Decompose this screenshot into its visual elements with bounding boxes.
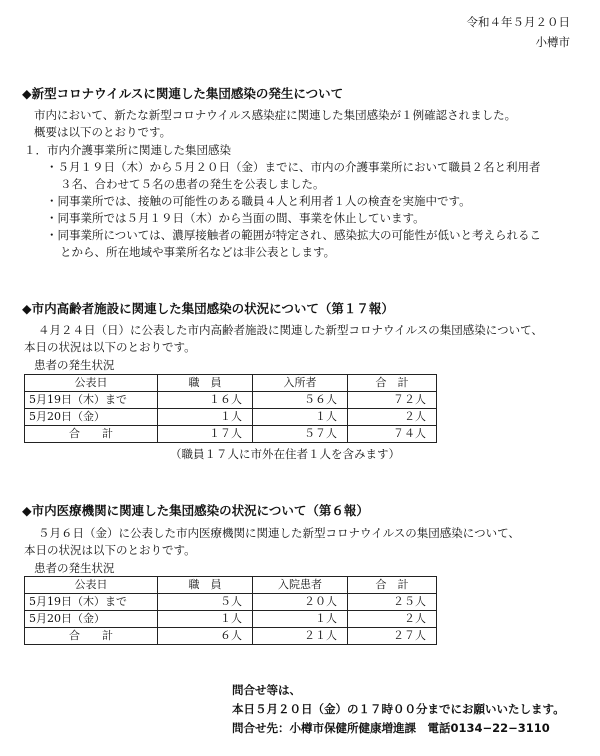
section2-table: [24, 374, 437, 443]
table-cell-total-label: 合 計: [25, 628, 158, 645]
table-cell: ７２人: [348, 392, 437, 409]
table-row: [25, 409, 437, 426]
table-cell: １人: [158, 611, 253, 628]
section2-table-note: （職員１７人に市外在住者１人を含みます）: [170, 447, 400, 461]
col-header: 公表日: [25, 577, 158, 594]
table-cell: １人: [253, 611, 348, 628]
col-header: 公表日: [25, 375, 158, 392]
table-cell: ５７人: [253, 426, 348, 443]
table-cell-total-label: 合 計: [25, 426, 158, 443]
table-cell: ２７人: [348, 628, 437, 645]
table-header-row: [25, 577, 437, 594]
contact-info: 問合せ先：小樽市保健所健康増進課 電話0134−22−3110: [232, 721, 550, 735]
table-cell-date: 5月20日（金）: [25, 409, 158, 426]
section3-para-line1: ５月６日（金）に公表した市内医療機関に関連した新型コロナウイルスの集団感染について、: [38, 526, 520, 540]
section1-bullet1-line1: ・５月１９日（木）から５月２０日（金）までに、市内の介護事業所において職員２名と利用者: [46, 160, 541, 174]
section1-bullet4-line1: ・同事業所については、濃厚接触者の範囲が特定され、感染拡大の可能性が低いと考えられるこ: [46, 228, 541, 242]
table-cell: ２人: [348, 409, 437, 426]
col-header: 入院患者: [253, 577, 348, 594]
table-cell: ２１人: [253, 628, 348, 645]
table-cell: ６人: [158, 628, 253, 645]
section1-bullet4-line2: とから、所在地域や事業所名などは非公表とします。: [60, 245, 336, 259]
col-header: 職 員: [158, 577, 253, 594]
section1-item-title: １．市内介護事業所に関連した集団感染: [24, 143, 231, 157]
table-cell: ２５人: [348, 594, 437, 611]
section1-intro-line1: 市内において、新たな新型コロナウイルス感染症に関連した集団感染が１例確認されました。: [34, 108, 517, 122]
col-header: 入所者: [253, 375, 348, 392]
table-cell: ２０人: [253, 594, 348, 611]
section1-bullet2: ・同事業所では、接触の可能性のある職員４人と利用者１人の検査を実施中です。: [46, 194, 471, 208]
table-row: [25, 594, 437, 611]
table-row: [25, 392, 437, 409]
table-cell-date: 5月19日（木）まで: [25, 594, 158, 611]
col-header: 合 計: [348, 375, 437, 392]
col-header: 職 員: [158, 375, 253, 392]
table-cell: ７４人: [348, 426, 437, 443]
table-header-row: [25, 375, 437, 392]
table-cell: １人: [158, 409, 253, 426]
table-cell: １６人: [158, 392, 253, 409]
contact-deadline: 本日５月２０日（金）の１７時００分までにお願いいたします。: [232, 702, 565, 716]
table-cell: ２人: [348, 611, 437, 628]
section2-para-line1: ４月２４日（日）に公表した市内高齢者施設に関連した新型コロナウイルスの集団感染について、: [38, 323, 543, 337]
section2-heading: ◆市内高齢者施設に関連した集団感染の状況について（第１７報）: [22, 301, 394, 316]
table-cell-date: 5月20日（金）: [25, 611, 158, 628]
col-header: 合 計: [348, 577, 437, 594]
section1-intro-line2: 概要は以下のとおりです。: [34, 125, 172, 139]
section1-bullet3: ・同事業所では５月１９日（木）から当面の間、事業を休止しています。: [46, 211, 425, 225]
table-cell-date: 5月19日（木）まで: [25, 392, 158, 409]
issuer-city: 小樽市: [535, 35, 570, 49]
section1-bullet1-line2: ３名、合わせて５名の患者の発生を公表しました。: [60, 177, 325, 191]
table-cell: ５人: [158, 594, 253, 611]
section1-heading: ◆新型コロナウイルスに関連した集団感染の発生について: [22, 86, 344, 101]
table-row-total: [25, 628, 437, 645]
contact-line1: 問合せ等は、: [232, 683, 301, 697]
table-cell: １７人: [158, 426, 253, 443]
section2-para-line2: 本日の状況は以下のとおりです。: [24, 340, 196, 354]
section2-table-title: 患者の発生状況: [34, 358, 115, 372]
issue-date: 令和４年５月２０日: [466, 15, 570, 29]
table-row: [25, 611, 437, 628]
table-cell: １人: [253, 409, 348, 426]
section3-heading: ◆市内医療機関に関連した集団感染の状況について（第６報）: [22, 503, 369, 518]
section3-table: [24, 576, 437, 645]
section3-table-title: 患者の発生状況: [34, 561, 115, 575]
table-cell: ５６人: [253, 392, 348, 409]
table-row-total: [25, 426, 437, 443]
section3-para-line2: 本日の状況は以下のとおりです。: [24, 543, 196, 557]
